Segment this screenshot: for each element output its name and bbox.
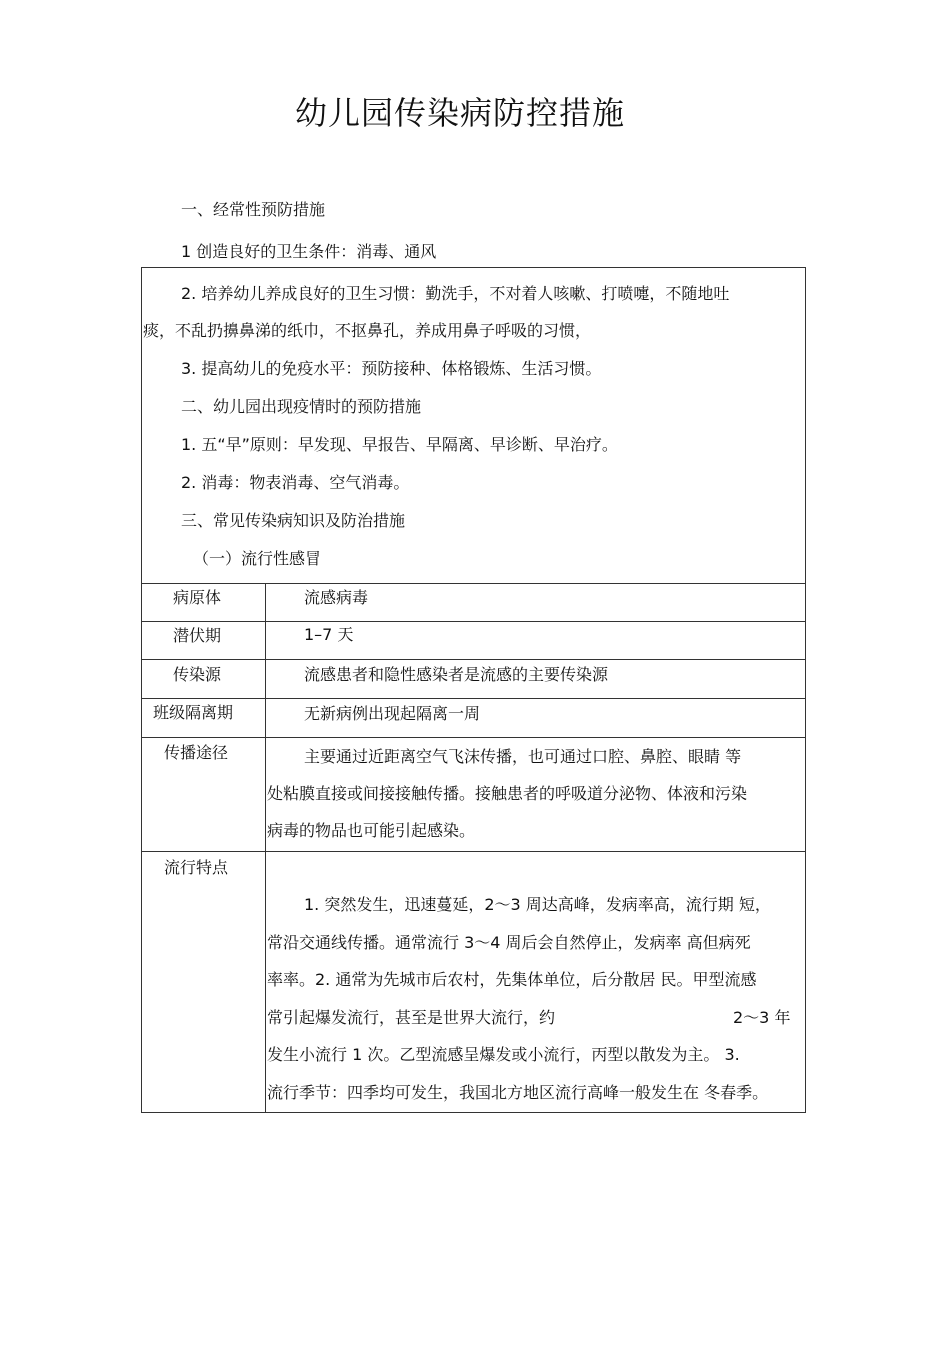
table-right-border: [805, 583, 806, 1113]
section-1-item-2-line-1: 2. 培养幼儿养成良好的卫生习惯：勤洗手，不对着人咳嗽、打喷嚏，不随地吐: [181, 284, 730, 303]
table-line: [141, 583, 806, 584]
section-2-item-1: 1. 五“早”原则：早发现、早报告、早隔离、早诊断、早治疗。: [181, 435, 618, 454]
table-row-text-line: 率率。2. 通常为先城市后农村，先集体单位，后分散居 民。甲型流感: [267, 970, 757, 989]
table-row-text-line: 处粘膜直接或间接接触传播。接触患者的呼吸道分泌物、体液和污染: [267, 784, 748, 803]
page-title: 幼儿园传染病防控措施: [295, 94, 626, 132]
table-row-text-line: 常引起爆发流行，甚至是世界大流行，约: [267, 1008, 556, 1027]
table-row-text-line: 主要通过近距离空气飞沫传播，也可通过口腔、鼻腔、眼睛 等: [304, 747, 742, 766]
table-row-value: 流感患者和隐性感染者是流感的主要传染源: [304, 665, 609, 684]
table-row-text-line: 病毒的物品也可能引起感染。: [267, 821, 476, 840]
table-row-value: 无新病例出现起隔离一周: [304, 704, 481, 723]
table-line: [141, 659, 806, 660]
table-line: [141, 698, 806, 699]
frame-top-border: [141, 267, 806, 268]
table-line: [141, 621, 806, 622]
frame-left-border: [141, 267, 142, 1113]
table-row-label: 流行特点: [164, 858, 229, 877]
section-heading-1: 一、经常性预防措施: [181, 200, 326, 219]
table-row-label: 病原体: [173, 588, 222, 607]
table-row-text-line: 流行季节：四季均可发生，我国北方地区流行高峰一般发生在 冬春季。: [267, 1083, 769, 1102]
table-row-value: 1–7 天: [304, 625, 354, 644]
table-row-value: 流感病毒: [304, 588, 369, 607]
table-column-divider: [265, 583, 266, 1113]
table-line: [141, 737, 806, 738]
section-heading-2: 二、幼儿园出现疫情时的预防措施: [181, 397, 422, 416]
section-heading-3: 三、常见传染病知识及防治措施: [181, 511, 406, 530]
section-1-item-3: 3. 提高幼儿的免疫水平：预防接种、体格锻炼、生活习惯。: [181, 359, 602, 378]
table-row-label: 潜伏期: [173, 626, 222, 645]
section-2-item-2: 2. 消毒：物表消毒、空气消毒。: [181, 473, 410, 492]
subsection-heading-flu: （一）流行性感冒: [193, 549, 322, 568]
table-line: [141, 851, 806, 852]
section-1-item-1: 1 创造良好的卫生条件：消毒、通风: [181, 242, 437, 261]
table-row-label: 传播途径: [164, 743, 229, 762]
table-line: [141, 1112, 806, 1113]
table-row-text-line: 1. 突然发生，迅速蔓延，2～3 周达高峰，发病率高，流行期 短，: [304, 895, 771, 914]
table-row-text-line: 发生小流行 1 次。乙型流感呈爆发或小流行，丙型以散发为主。 3.: [267, 1045, 740, 1064]
frame-right-border: [805, 267, 806, 583]
table-row-text-line: 2～3 年: [733, 1008, 791, 1027]
table-row-text-line: 常沿交通线传播。通常流行 3～4 周后会自然停止，发病率 高但病死: [267, 933, 751, 952]
table-row-label: 传染源: [173, 665, 222, 684]
table-row-label: 班级隔离期: [153, 703, 234, 722]
section-1-item-2-line-2: 痰，不乱扔擤鼻涕的纸巾，不抠鼻孔，养成用鼻子呼吸的习惯，: [143, 321, 592, 340]
